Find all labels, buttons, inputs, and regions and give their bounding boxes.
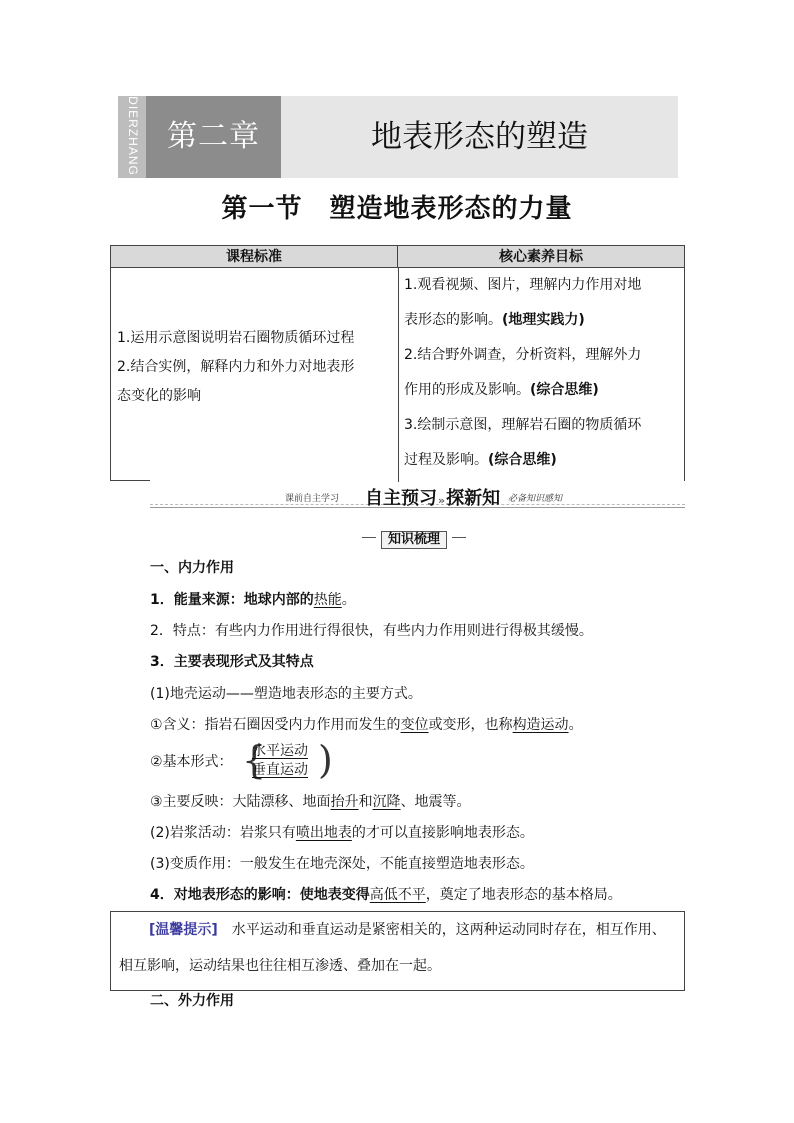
table-bottom-stub xyxy=(110,480,150,481)
paragraph-energy-source: 1．能量来源：地球内部的热能。 xyxy=(150,592,356,608)
left-brace-icon: { xyxy=(242,738,267,782)
knowledge-tag xyxy=(364,528,464,546)
tip-label: [温馨提示] xyxy=(149,922,218,938)
goal-line: 表形态的影响。(地理实践力) xyxy=(404,312,585,328)
chapter-banner xyxy=(118,96,678,178)
goal-line: 3.绘制示意图，理解岩石圈的物质循环 xyxy=(404,417,642,433)
form-item: 水平运动 xyxy=(252,743,308,759)
paragraph-influence: 4．对地表形态的影响：使地表变得高低不平，奠定了地表形态的基本格局。 xyxy=(150,887,622,903)
standards-left-line: 2.结合实例，解释内力和外力对地表形 xyxy=(117,359,355,375)
basic-forms-items xyxy=(252,742,308,780)
section-title: 第一节 塑造地表形态的力量 xyxy=(221,194,573,224)
standards-left-cell xyxy=(117,324,393,411)
paragraph-magma: (2)岩浆活动：岩浆只有喷出地表的才可以直接影响地表形态。 xyxy=(150,825,534,841)
preview-strip xyxy=(150,484,685,512)
paragraph-metamorphism: (3)变质作用：一般发生在地壳深处，不能直接塑造地表形态。 xyxy=(150,856,534,872)
paragraph-features: 2．特点：有些内力作用进行得很快，有些内力作用则进行得极其缓慢。 xyxy=(150,623,593,639)
goal-tag: (综合思维) xyxy=(530,382,599,398)
standards-right-cell xyxy=(404,268,680,478)
tag-line-right xyxy=(452,537,466,538)
knowledge-tag-label: 知识梳理 xyxy=(381,531,447,549)
standards-divider xyxy=(398,268,399,482)
standards-left-line: 1.运用示意图说明岩石圈物质循环过程 xyxy=(117,330,355,346)
chapter-number: 第二章 xyxy=(146,96,281,178)
right-paren-icon: ) xyxy=(318,738,333,782)
tip-paragraph xyxy=(119,912,679,984)
goal-line: 1.观看视频、图片，理解内力作用对地 xyxy=(404,277,642,293)
goal-line: 过程及影响。(综合思维) xyxy=(404,452,557,468)
standards-left-line: 态变化的影响 xyxy=(117,388,201,404)
basic-forms-label: ②基本形式： xyxy=(150,754,233,770)
standards-header-left: 课程标准 xyxy=(111,246,398,268)
goal-line: 作用的形成及影响。(综合思维) xyxy=(404,382,599,398)
paragraph-main-forms: 3．主要表现形式及其特点 xyxy=(150,654,314,670)
strip-small-right: 必备知识感知 xyxy=(508,494,563,504)
paragraph-crustal-movement: (1)地壳运动——塑造地表形态的主要方式。 xyxy=(150,686,422,702)
paragraph-main-reflection: ③主要反映：大陆漂移、地面抬升和沉降、地震等。 xyxy=(150,794,471,810)
heading-external-forces: 二、外力作用 xyxy=(150,993,234,1009)
goal-tag: (综合思维) xyxy=(488,452,557,468)
banner-side-strip xyxy=(118,96,146,178)
banner-side-text: DIERZHANG xyxy=(126,96,140,176)
strip-small-left: 课前自主学习 xyxy=(285,494,340,504)
goal-line: 2.结合野外调查，分析资料，理解外力 xyxy=(404,347,642,363)
strip-heading: 自主预习»探新知 xyxy=(365,488,501,509)
standards-table xyxy=(110,245,685,481)
form-item: 垂直运动 xyxy=(252,762,308,778)
paragraph-definition: ①含义：指岩石圈因受内力作用而发生的变位或变形，也称构造运动。 xyxy=(150,717,583,733)
tip-box xyxy=(110,911,685,991)
double-arrow-icon: » xyxy=(438,494,446,507)
chapter-title: 地表形态的塑造 xyxy=(371,119,588,155)
tip-text: 水平运动和垂直运动是紧密相关的，这两种运动同时存在，相互作用、相互影响，运动结果也往往相互渗透、叠加在一起。 xyxy=(119,922,666,974)
goal-tag: (地理实践力) xyxy=(502,312,585,328)
tag-line-left xyxy=(362,537,376,538)
standards-header-right: 核心素养目标 xyxy=(398,246,684,268)
heading-internal-forces: 一、内力作用 xyxy=(150,560,234,576)
